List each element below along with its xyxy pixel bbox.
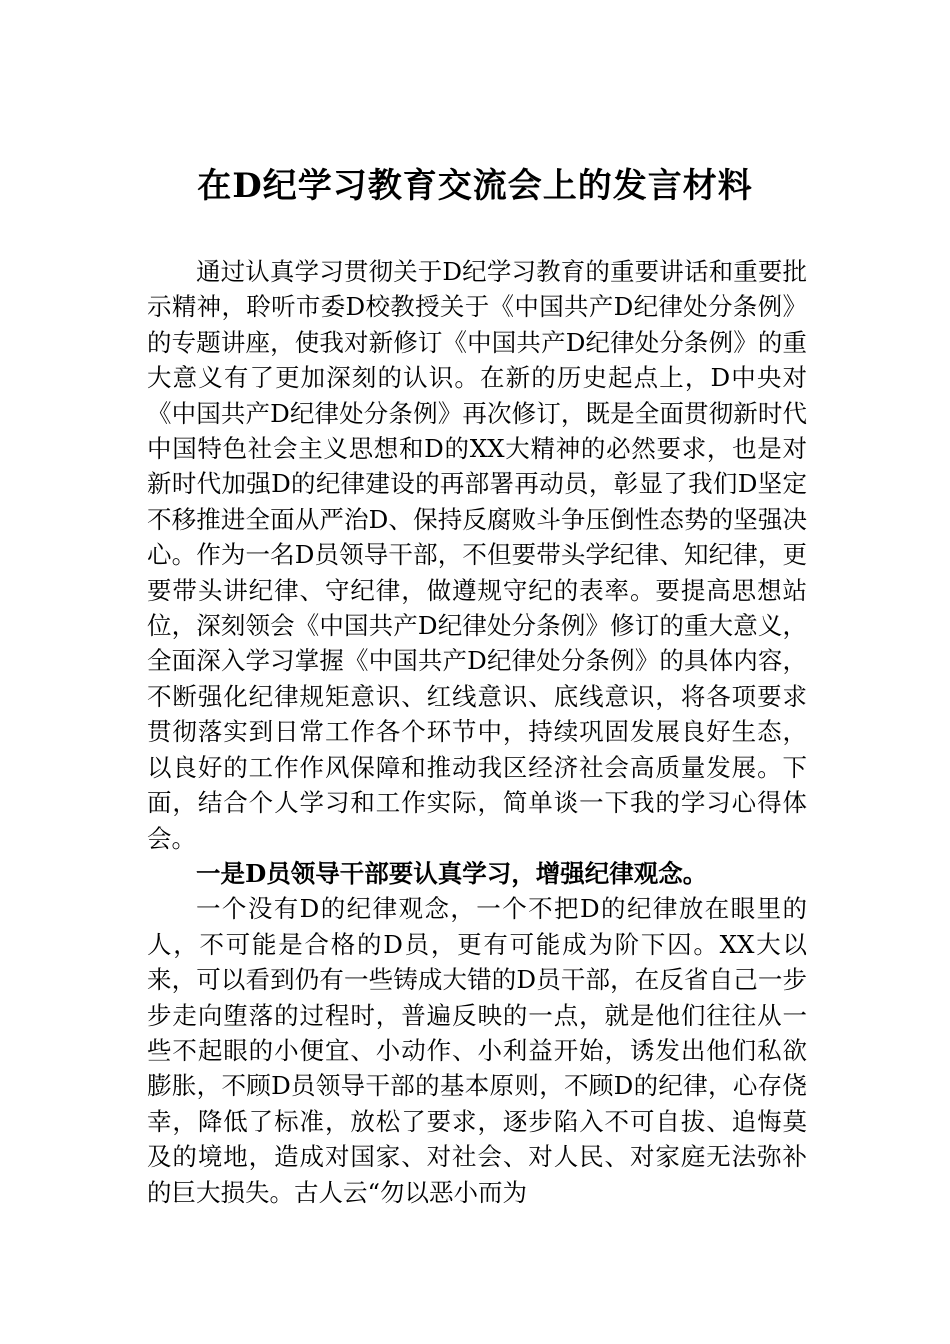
intro-paragraph: 通过认真学习贯彻关于D纪学习教育的重要讲话和重要批示精神，聆听市委D校教授关于《中国共产D纪律处分条例》的专题讲座，使我对新修订《中国共产D纪律处分条例》的重大意义有了更加深刻的认识。在新的历史起点上，D中央对《中国共产D纪律处分条例》再次修订，既是全面贯彻新时代中国特色社会主义思想和D的XX大精神的必然要求，也是对新时代加强D的纪律建设的再部署再动员，彰显了我们D坚定不移推进全面从严治D、保持反腐败斗争压倒性态势的坚强决心。作为一名D员领导干部，不但要带头学纪律、知纪律，更要带头讲纪律、守纪律，做遵规守纪的表率。要提高思想站位，深刻领会《中国共产D纪律处分条例》修订的重大意义，全面深入学习掌握《中国共产D纪律处分条例》的具体内容，不断强化纪律规矩意识、红线意识、底线意识，将各项要求贯彻落实到日常工作各个环节中，持续巩固发展良好生态，以良好的工作作风保障和推动我区经济社会高质量发展。下面，结合个人学习和工作实际，简单谈一下我的学习心得体会。: [147, 257, 807, 853]
section-heading-1: 一是D员领导干部要认真学习，增强纪律观念。: [196, 858, 708, 888]
section-1-paragraph: 一个没有D的纪律观念，一个不把D的纪律放在眼里的人，不可能是合格的D员，更有可能成为阶下囚。XX大以来，可以看到仍有一些铸成大错的D员干部，在反省自己一步步走向堕落的过程时，普遍反映的一点，就是他们往往从一些不起眼的小便宜、小动作、小利益开始，诱发出他们私欲膨胀，不顾D员领导干部的基本原则，不顾D的纪律，心存侥幸，降低了标准，放松了要求，逐步陷入不可自拔、追悔莫及的境地，造成对国家、对社会、对人民、对家庭无法弥补的巨大损失。古人云“勿以恶小而为: [147, 894, 807, 1207]
document-title: 在D纪学习教育交流会上的发言材料: [197, 166, 753, 206]
document-body: [147, 254, 807, 1210]
